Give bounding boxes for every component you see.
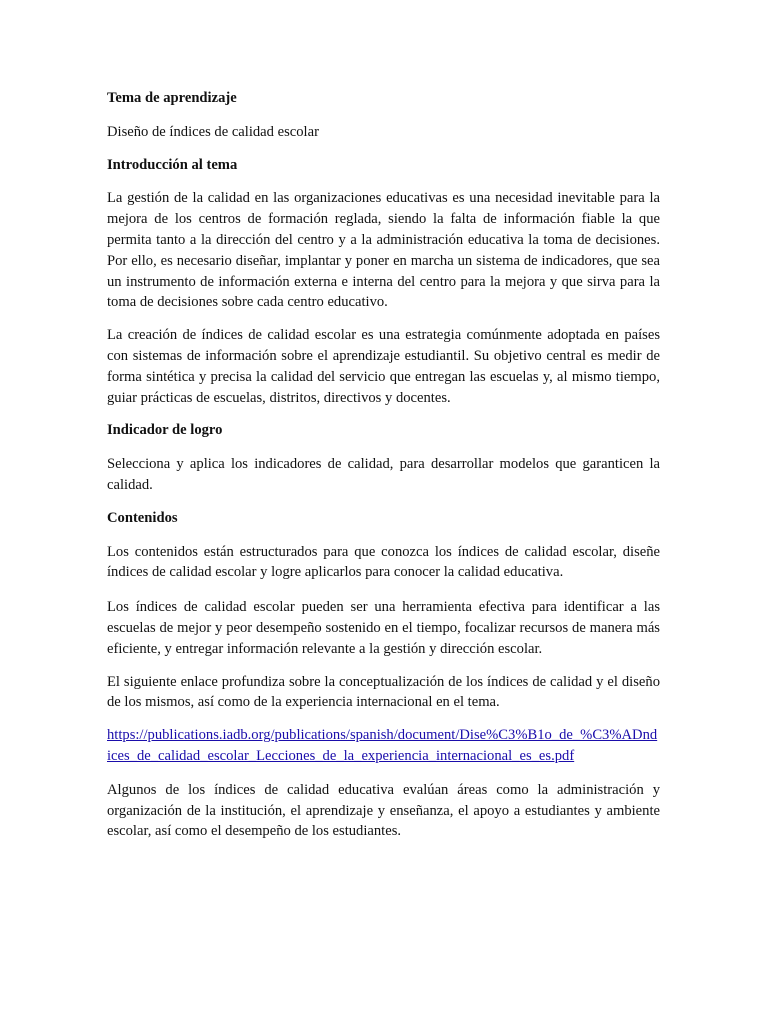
tema-text: Diseño de índices de calidad escolar — [107, 123, 319, 140]
contenidos-paragraph-3: El siguiente enlace profundiza sobre la conceptualización de los índices de calidad y el diseño de los mismos, así como de la experiencia internacional en el tema. — [107, 673, 660, 711]
intro-paragraph-2: La creación de índices de calidad escolar es una estrategia comúnmente adoptada en países con sistemas de información sobre el aprendizaje estudiantil. Su objetivo central es medir de forma sintética y precisa la calidad del servicio que entregan las escuelas y, al mismo tiempo, guiar prácticas de escuelas, distritos, directivos y docentes. — [107, 327, 660, 406]
contenidos-paragraph-2: Los índices de calidad escolar pueden ser una herramienta efectiva para identificar a las escuelas de mejor y peor desempeño sostenido en el tiempo, focalizar recursos de manera más eficiente, y entregar información relevante a la gestión y dirección escolar. — [107, 599, 660, 657]
document-page — [107, 88, 660, 854]
publication-link[interactable]: https://publications.iadb.org/publications/spanish/document/Dise%C3%B1o_de_%C3%ADndices_de_calidad_escolar_Lecciones_de_la_experiencia_internacional_es_es.pdf — [107, 727, 658, 764]
intro-paragraph-1: La gestión de la calidad en las organizaciones educativas es una necesidad inevitable para la mejora de los centros de formación reglada, siendo la falta de información fiable la que permita tanto a la dirección del centro y a la administración educativa la toma de decisiones. Por ello, es necesario diseñar, implantar y poner en marcha un sistema de indicadores, que sea un instrumento de información externa e interna del centro para la mejora y que sirva para la toma de decisiones sobre cada centro educativo. — [107, 190, 660, 311]
heading-tema-de-aprendizaje: Tema de aprendizaje — [107, 90, 237, 106]
heading-indicador-de-logro: Indicador de logro — [107, 422, 223, 439]
heading-contenidos: Contenidos — [107, 509, 178, 526]
heading-introduccion: Introducción al tema — [107, 156, 238, 173]
contenidos-paragraph-1: Los contenidos están estructurados para que conozca los índices de calidad escolar, diseñe índices de calidad escolar y logre aplicarlos para conocer la calidad educativa. — [107, 543, 660, 581]
contenidos-paragraph-4: Algunos de los índices de calidad educativa evalúan áreas como la administración y organización de la institución, el aprendizaje y enseñanza, el apoyo a estudiantes y ambiente escolar, así como el desempeño de los estudiantes. — [107, 781, 660, 840]
logro-text: Selecciona y aplica los indicadores de calidad, para desarrollar modelos que garanticen la calidad. — [107, 456, 660, 493]
